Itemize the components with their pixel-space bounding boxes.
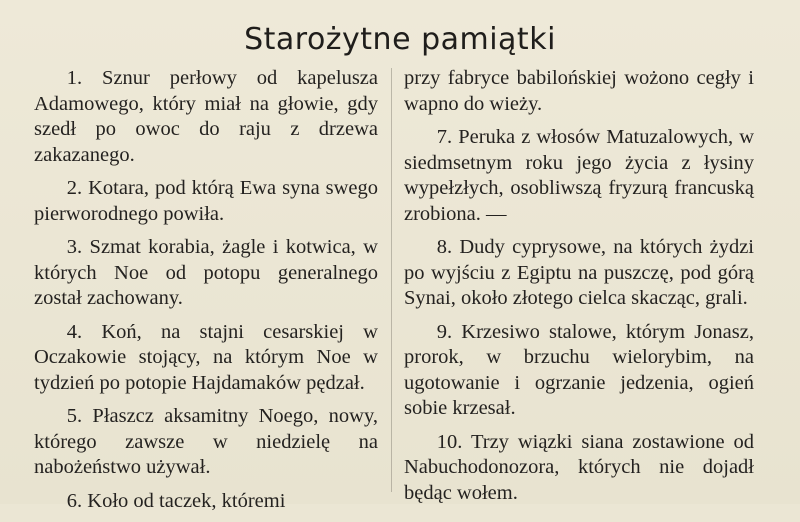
article-title: Starożytne pamiątki: [244, 22, 556, 57]
list-item: 8. Dudy cyprysowe, na których żydzi po wyjściu z Egiptu na puszczę, pod górą Synai, około złotego cielca skacząc, grali.: [404, 236, 754, 309]
list-item: 1. Sznur perłowy od kapelusza Adamowego, który miał na głowie, gdy szedł po owoc do raju z drzewa zakazanego.: [34, 67, 378, 166]
list-item: 2. Kotara, pod którą Ewa syna swego pierworodnego powiła.: [34, 177, 378, 225]
list-item: 4. Koń, na stajni cesarskiej w Oczakowie stojący, na którym Noe w tydzień po potopie Hajdamaków pędzał.: [34, 320, 378, 394]
column-divider: [391, 68, 392, 492]
list-item: 10. Trzy wiązki siana zostawione od Nabuchodonozora, których nie dojadł będąc wołem.: [404, 430, 754, 504]
list-item: 7. Peruka z włosów Matuzalowych, w siedmsetnym roku jego życia z łysiny wypełzłych, osobliwszą fryzurą francuską zrobiona. —: [404, 126, 754, 225]
list-item: 9. Krzesiwo stalowe, którym Jonasz, prorok, w brzuchu wielorybim, na ugotowanie i ogrzanie jedzenia, ogień sobie krzesał.: [404, 320, 754, 419]
list-item: 6. Koło od taczek, któremi: [66, 489, 286, 512]
right-column: [404, 66, 754, 514]
list-item: 3. Szmat korabia, żagle i kotwica, w których Noe od potopu generalnego został zachowany.: [34, 236, 378, 309]
list-item: 5. Płaszcz aksamitny Noego, nowy, którego zawsze w niedzielę na nabożeństwo używał.: [34, 405, 378, 478]
list-item-continuation: przy fabryce babilońskiej wożono cegły i wapno do wieży.: [404, 67, 754, 115]
left-column: [34, 66, 378, 522]
